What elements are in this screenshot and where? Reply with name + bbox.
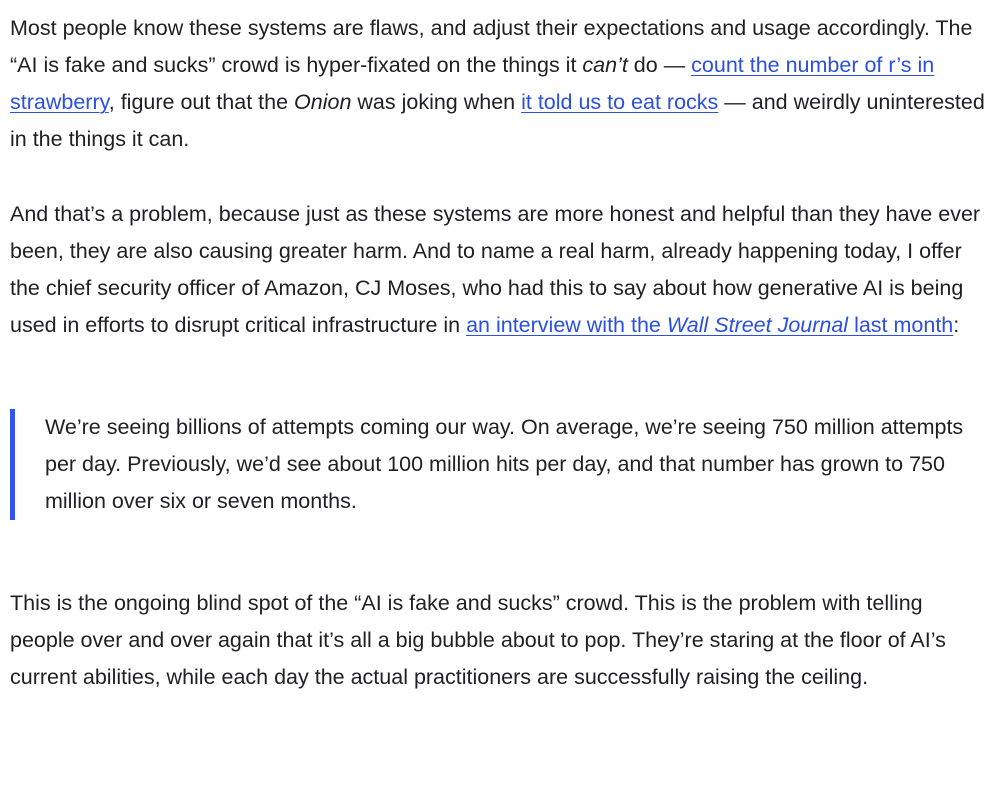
onion-emphasis: Onion [294,90,352,114]
article-body [10,10,990,696]
paragraph-text: was joking when [351,90,522,114]
paragraph-text: : [953,313,960,337]
paragraph-2 [10,196,990,344]
wsj-emphasis: Wall Street Journal [666,313,849,337]
emphasis-text: can’t [582,53,628,77]
paragraph-1 [10,10,990,158]
paragraph-text: And that’s a problem, because just as these systems are more honest and helpful than they have ever been, they are also causing greater harm. And to name a real harm, already happening today, I offer the chief security officer of Amazon, CJ Moses, who had this to say about how generative AI is being used in efforts to disrupt critical infrastructure in [10,202,981,337]
paragraph-text: This is the ongoing blind spot of the “AI is fake and sucks” crowd. This is the problem with telling people over and over again that it’s all a big bubble about to pop. They’re staring at the floor of AI’s current abilities, while each day the actual practitioners are successfully raising the ceiling. [10,591,946,689]
block-quote [10,409,990,520]
eat-rocks-link[interactable]: it told us to eat rocks [521,90,719,114]
paragraph-text: do — [627,53,692,77]
paragraph-3 [10,585,990,696]
link-text: last month [848,313,954,337]
link-text: an interview with the [466,313,667,337]
paragraph-text: , figure out that the [108,90,295,114]
paragraph-text: — and weirdly uninterested in the things it can. [10,90,985,151]
strawberry-link[interactable]: count the number of r’s in strawberry [10,53,935,114]
paragraph-text: Most people know these systems are flaws, and adjust their expectations and usage accordingly. The “AI is fake and sucks” crowd is hyper-fixated on the things it [10,16,973,77]
quote-text: We’re seeing billions of attempts coming our way. On average, we’re seeing 750 million attempts per day. Previously, we’d see about 100 million hits per day, and that number has grown to 750 million over six or seven months. [45,415,964,513]
wsj-interview-link[interactable] [466,313,953,337]
